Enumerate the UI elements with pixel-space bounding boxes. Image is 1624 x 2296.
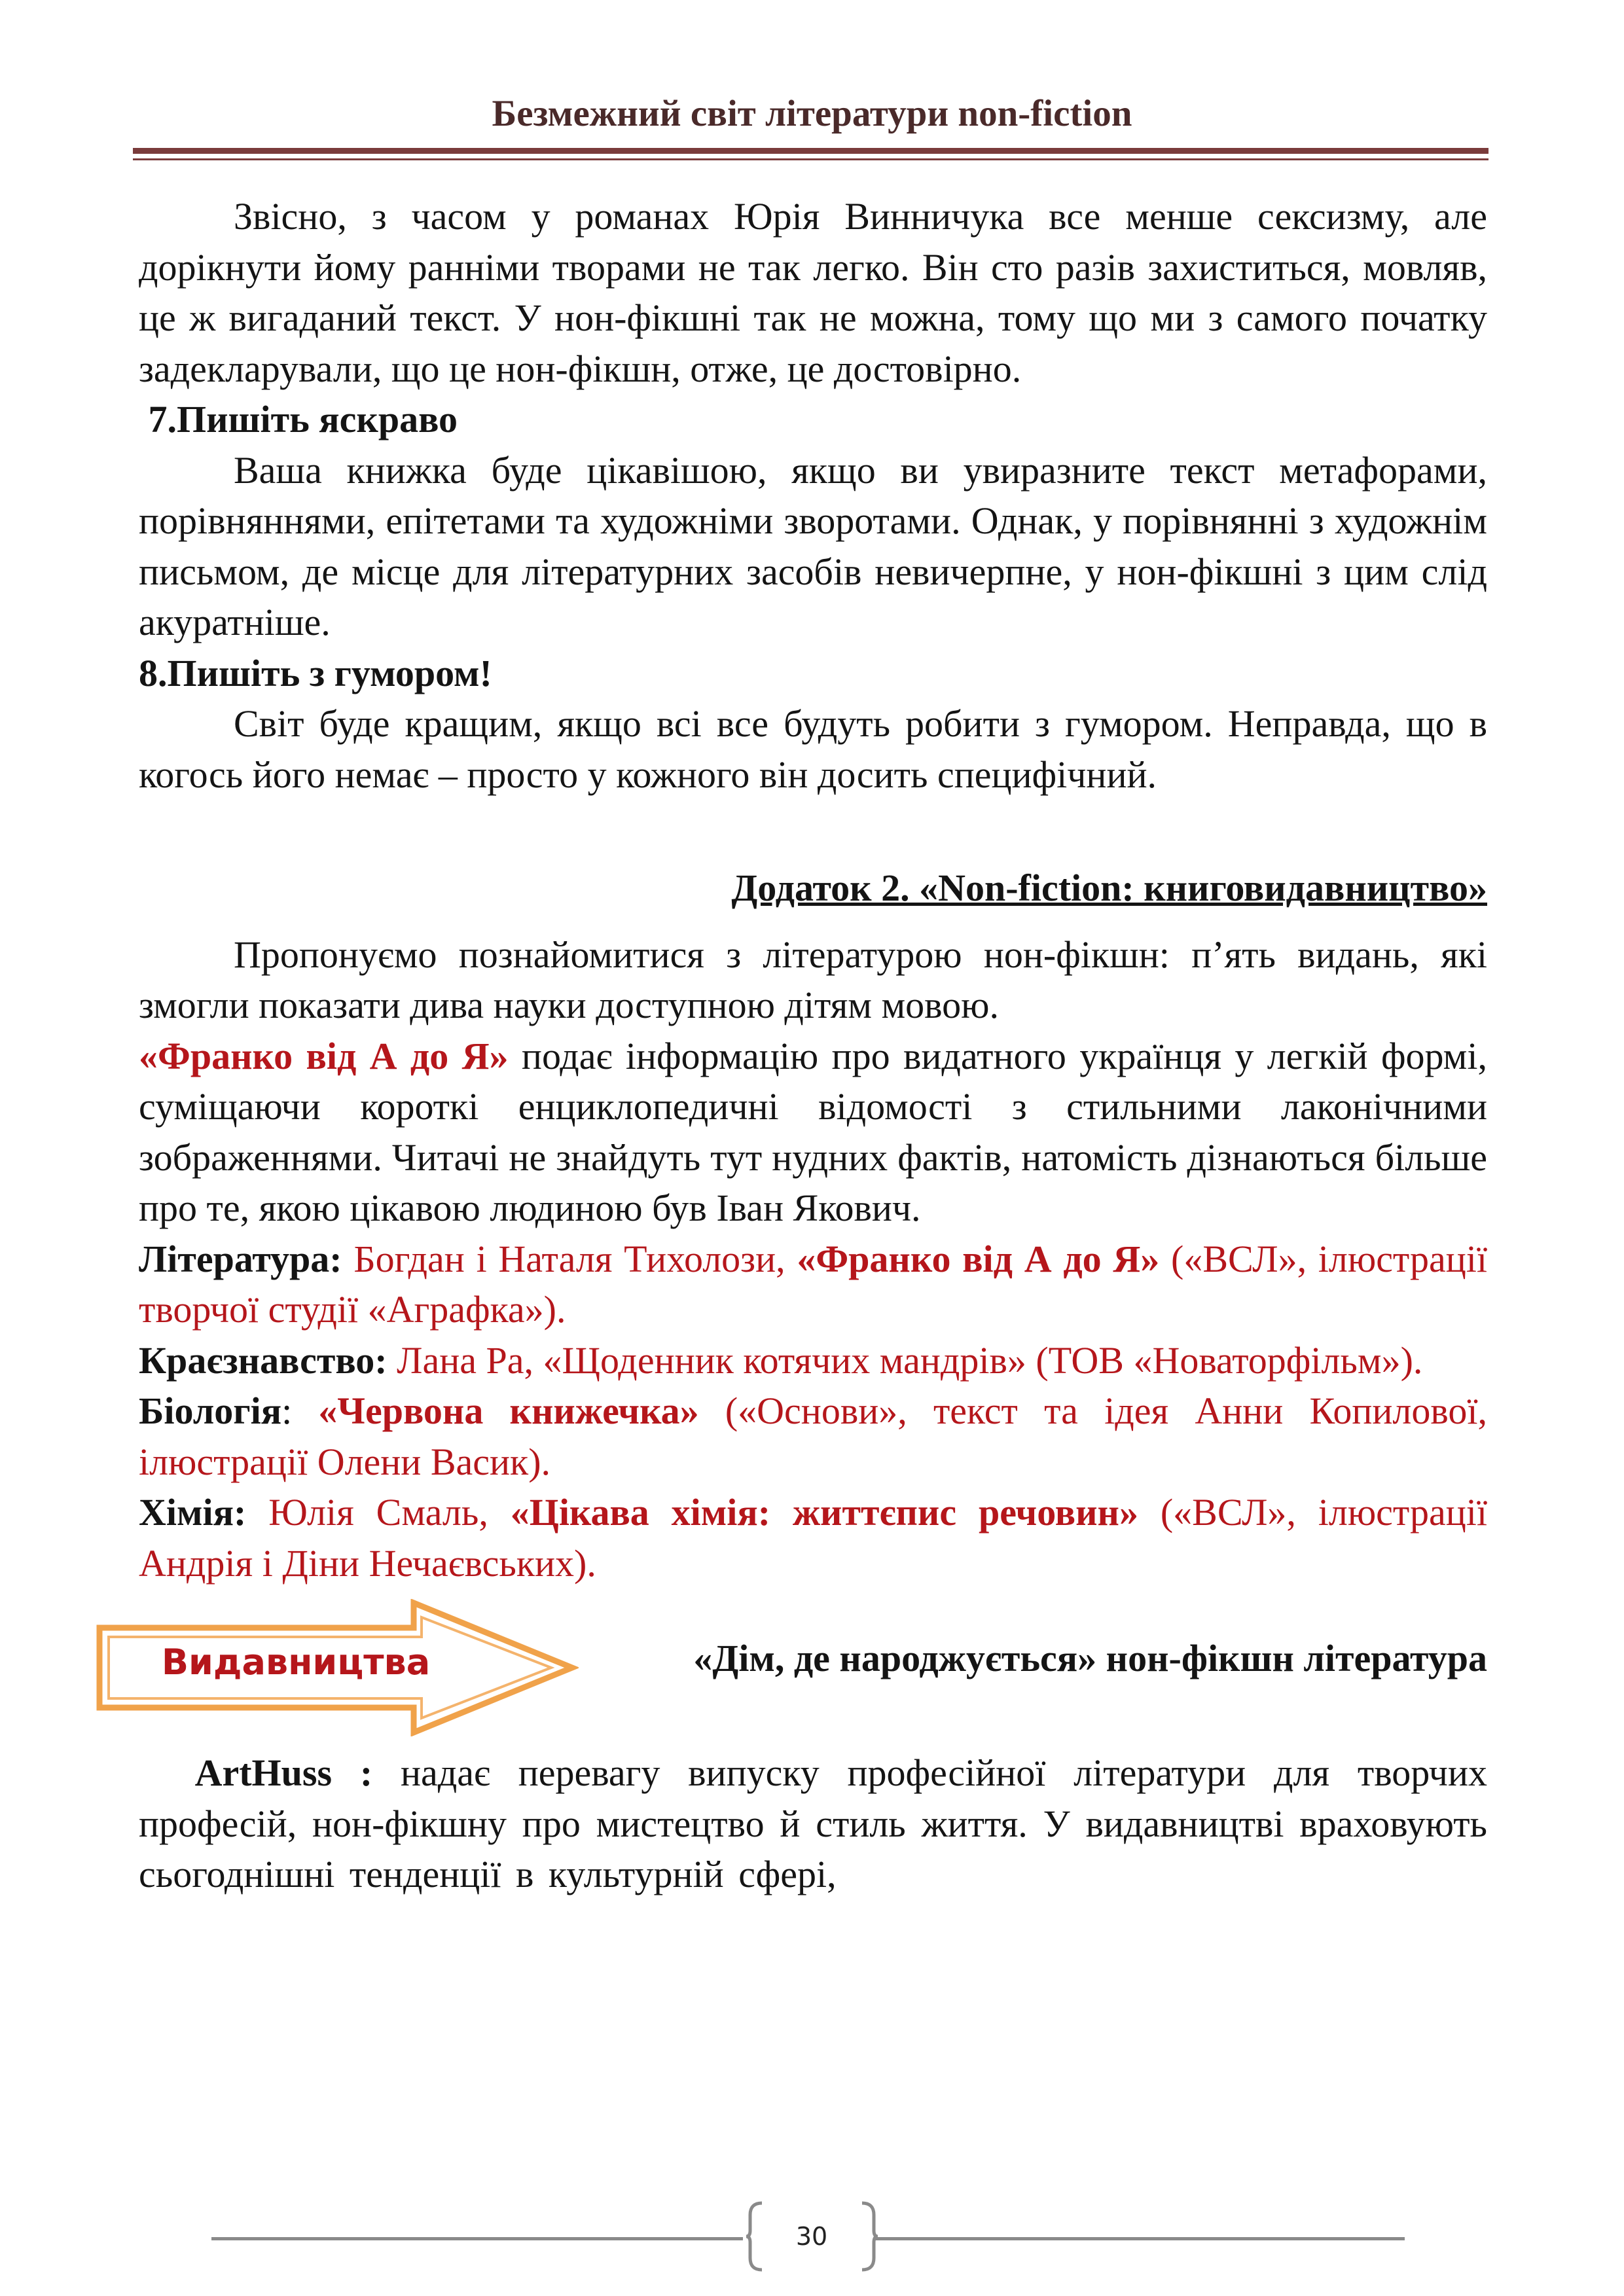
- subject-label: Хімія:: [139, 1491, 247, 1534]
- book-title: «Цікава хімія: життєпис речовин»: [510, 1491, 1138, 1534]
- book-author: Богдан і Наталя Тихолози,: [342, 1237, 797, 1280]
- book-details: Лана Ра, «Щоденник котячих мандрів» (ТОВ «Новаторфільм»).: [387, 1338, 1423, 1382]
- header-rule-thick: [133, 148, 1489, 154]
- subject-label: Література:: [139, 1237, 342, 1280]
- franko-description: подає інформацію про видатного українця у легкій формі, суміщаючи короткі енциклопедичні відомості з стильними лаконічними зображеннями. Читачі не знайдуть тут нудних фактів, натомість дізнаються більше про те, якою цікавою людиною був Іван Якович.: [139, 1034, 1487, 1229]
- paragraph-intro: Пропонуємо познайомитися з літературою нон-фікшн: п’ять видань, які змогли показати дива науки доступною дітям мовою.: [139, 933, 1487, 1026]
- heading-humor: 8.Пишіть з гумором!: [139, 651, 492, 694]
- book-publisher: («Основи», текст та ідея Анни Копилової, ілюстрації Олени Васик).: [139, 1390, 1487, 1483]
- publishers-arrow-label: Видавництва: [161, 1641, 431, 1683]
- book-author: Юлія Смаль,: [246, 1491, 511, 1534]
- paragraph-vynnychuk: Звісно, з часом у романах Юрія Винничука все менше сексизму, але дорікнути йому ранніми творами не так легко. Він сто разів захиститься, мовляв, це ж вигаданий текст. У нон-фікшні так не можна, тому що ми з самого початку задекларували, що це нон-фікшн, отже, це достовірно.: [139, 195, 1487, 390]
- book-publisher: («ВСЛ», ілюстрації Андрія і Діни Нечаєвських).: [139, 1491, 1487, 1585]
- publisher-name: ArtHuss: [194, 1751, 333, 1794]
- book-title-franko: «Франко від А до Я»: [139, 1034, 509, 1077]
- subject-colon: :: [281, 1390, 319, 1432]
- footer-rule-left: [211, 2237, 743, 2240]
- paragraph-vividly: Ваша книжка буде цікавішою, якщо ви увиразните текст метафорами, порівняннями, епітетами та художніми зворотами. Однак, у порівнянні з художнім письмом, де місце для літературних засобів невичерпне, у нон-фікшні з цим слід акуратніше.: [139, 448, 1487, 643]
- page-header-title: Безмежний світ літератури non-fiction: [492, 93, 1132, 134]
- publisher-separator: :: [332, 1751, 401, 1794]
- paragraph-humor: Світ буде кращим, якщо всі все будуть робити з гумором. Неправда, що в когось його немає – просто у кожного він досить специфічний.: [139, 702, 1487, 796]
- left-bracket-icon: [745, 2200, 765, 2272]
- book-entry-biology: [139, 1386, 1487, 1487]
- footer-rule-right: [875, 2237, 1405, 2240]
- publisher-description: надає перевагу випуску професійної літератури для творчих професій, нон-фікшну про мистецтво й стиль життя. У видавництві враховують сьогоднішні тенденції в культурній сфері,: [139, 1751, 1487, 1895]
- paragraph-franko: [139, 1031, 1487, 1234]
- book-title: «Франко від А до Я»: [797, 1237, 1160, 1280]
- page-number: 30: [795, 2222, 828, 2251]
- appendix-title: Додаток 2. «Non-fiction: книговидавництво»: [731, 867, 1487, 909]
- subject-label: Біологія: [139, 1390, 282, 1432]
- book-entry-local-history: [139, 1335, 1487, 1386]
- book-entry-chemistry: [139, 1487, 1487, 1588]
- book-publisher: («ВСЛ», ілюстрації творчої студії «Аграфка»).: [139, 1237, 1487, 1331]
- subject-label: Краєзнавство:: [139, 1338, 388, 1382]
- paragraph-arthuss: [139, 1748, 1487, 1900]
- page-content: [139, 191, 1487, 1900]
- publishers-title: «Дім, де народжується» нон-фікшн література: [693, 1637, 1487, 1679]
- publishers-section-header: [139, 1594, 1487, 1741]
- book-title: «Червона книжечка»: [318, 1390, 699, 1432]
- heading-write-vividly: 7.Пишіть яскраво: [139, 398, 458, 440]
- right-bracket-icon: [859, 2200, 879, 2272]
- header-rule-thin: [133, 158, 1489, 160]
- book-entry-literature: [139, 1234, 1487, 1335]
